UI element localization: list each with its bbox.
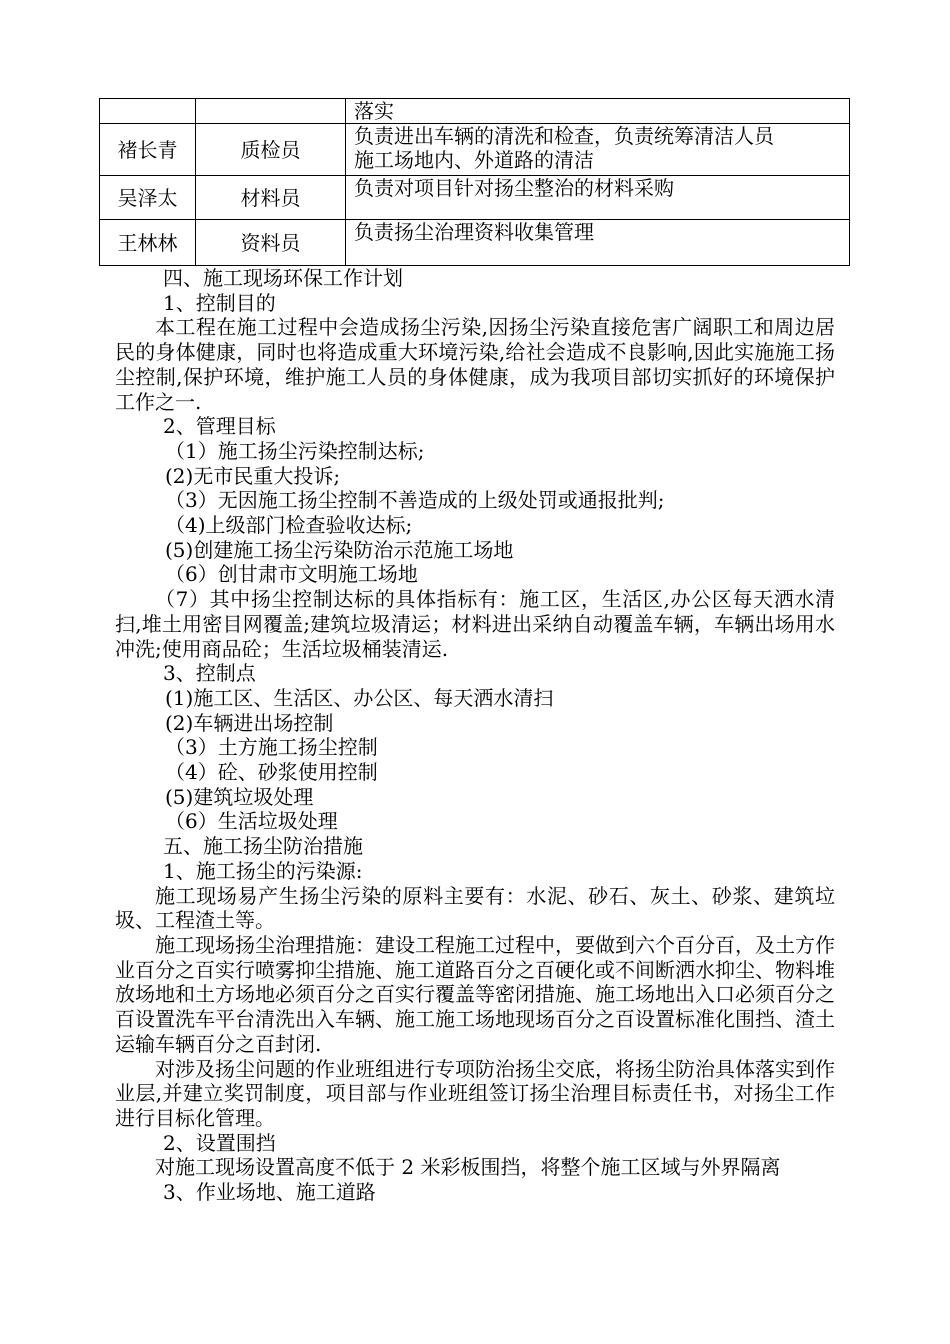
- paragraph: 本工程在施工过程中会造成扬尘污染,因扬尘污染直接危害广阔职工和周边居民的身体健康，同时也将造成重大环境污染,给社会造成不良影响,因此实施施工扬尘控制,保护环境，维护施工人员的身体健康，成为我项目部切实抓好的环境保护工作之一.: [115, 315, 835, 414]
- section-heading: 五、施工扬尘防治措施: [163, 834, 363, 859]
- duty-line: 负责对项目针对扬尘整治的材料采购: [354, 176, 674, 200]
- paragraph: 施工现场扬尘治理措施：建设工程施工过程中，要做到六个百分百，及土方作业百分之百实行喷雾抑尘措施、施工道路百分之百硬化或不间断洒水抑尘、物料堆放场地和土方场地必须百分之百实行覆盖等密闭措施、施工场地出入口必须百分之百设置洗车平台清洗出入车辆、施工施工场地现场百分之百设置标准化围挡、渣土运输车辆百分之百封闭.: [115, 932, 835, 1056]
- table-row: [100, 99, 850, 124]
- list-item: （6）生活垃圾处理: [165, 809, 338, 834]
- list-item: (2)车辆进出场控制: [165, 710, 334, 735]
- person-duty: [346, 220, 850, 266]
- subsection-heading: 3、作业场地、施工道路: [163, 1180, 376, 1205]
- person-duty: [346, 176, 850, 220]
- section-heading: 四、施工现场环保工作计划: [163, 266, 403, 290]
- table-row: [100, 176, 850, 220]
- person-name: 王林林: [100, 220, 196, 266]
- subsection-heading: 3、控制点: [163, 661, 256, 686]
- paragraph: 对涉及扬尘问题的作业班组进行专项防治扬尘交底，将扬尘防治具体落实到作业层,并建立奖罚制度，项目部与作业班组签订扬尘治理目标责任书，对扬尘工作进行目标化管理。: [115, 1056, 835, 1130]
- list-item: （4)上级部门检查验收达标;: [165, 513, 413, 538]
- document-body: [115, 266, 835, 1205]
- paragraph: （7）其中扬尘控制达标的具体指标有：施工区，生活区,办公区每天洒水清扫,堆土用密目网覆盖;建筑垃圾清运；材料进出采纳自动覆盖车辆，车辆出场用水冲洗;使用商品砼；生活垃圾桶装清运.: [115, 587, 835, 661]
- person-role: 资料员: [196, 220, 346, 266]
- list-item: （6）创甘肃市文明施工场地: [165, 562, 418, 587]
- list-item: (5)建筑垃圾处理: [165, 784, 314, 809]
- person-duty: [346, 99, 850, 124]
- subsection-heading: 2、设置围挡: [163, 1130, 276, 1155]
- subsection-heading: 1、施工扬尘的污染源:: [163, 858, 363, 883]
- list-item: （1）施工扬尘污染控制达标;: [165, 438, 425, 463]
- paragraph: 施工现场易产生扬尘污染的原料主要有：水泥、砂石、灰土、砂浆、建筑垃圾、工程渣土等。: [115, 883, 835, 933]
- list-item: （3）无因施工扬尘控制不善造成的上级处罚或通报批判;: [165, 488, 665, 513]
- person-name: [100, 99, 196, 124]
- list-item: (5)创建施工扬尘污染防治示范施工场地: [165, 537, 514, 562]
- person-name: 褚长青: [100, 124, 196, 176]
- duty-line: 落实: [354, 99, 394, 123]
- subsection-heading: 2、管理目标: [163, 414, 276, 439]
- duty-line: 负责进出车辆的清洗和检查，负责统筹清洁人员: [354, 124, 774, 148]
- person-role: 材料员: [196, 176, 346, 220]
- list-item: (2)无市民重大投诉;: [165, 463, 341, 488]
- table-row: [100, 220, 850, 266]
- duty-line: 负责扬尘治理资料收集管理: [354, 220, 594, 244]
- person-name: 吴泽太: [100, 176, 196, 220]
- person-role: [196, 99, 346, 124]
- person-role: 质检员: [196, 124, 346, 176]
- responsibility-table: [99, 98, 850, 266]
- subsection-heading: 1、控制目的: [163, 290, 276, 315]
- list-item: （3）土方施工扬尘控制: [165, 735, 378, 760]
- person-duty: [346, 124, 850, 176]
- paragraph: 对施工现场设置高度不低于 2 米彩板围挡，将整个施工区域与外界隔离: [155, 1155, 781, 1180]
- list-item: （4）砼、砂浆使用控制: [165, 760, 378, 785]
- list-item: (1)施工区、生活区、办公区、每天洒水清扫: [165, 685, 554, 710]
- duty-line: 施工场地内、外道路的清洁: [354, 148, 594, 172]
- table-row: [100, 124, 850, 176]
